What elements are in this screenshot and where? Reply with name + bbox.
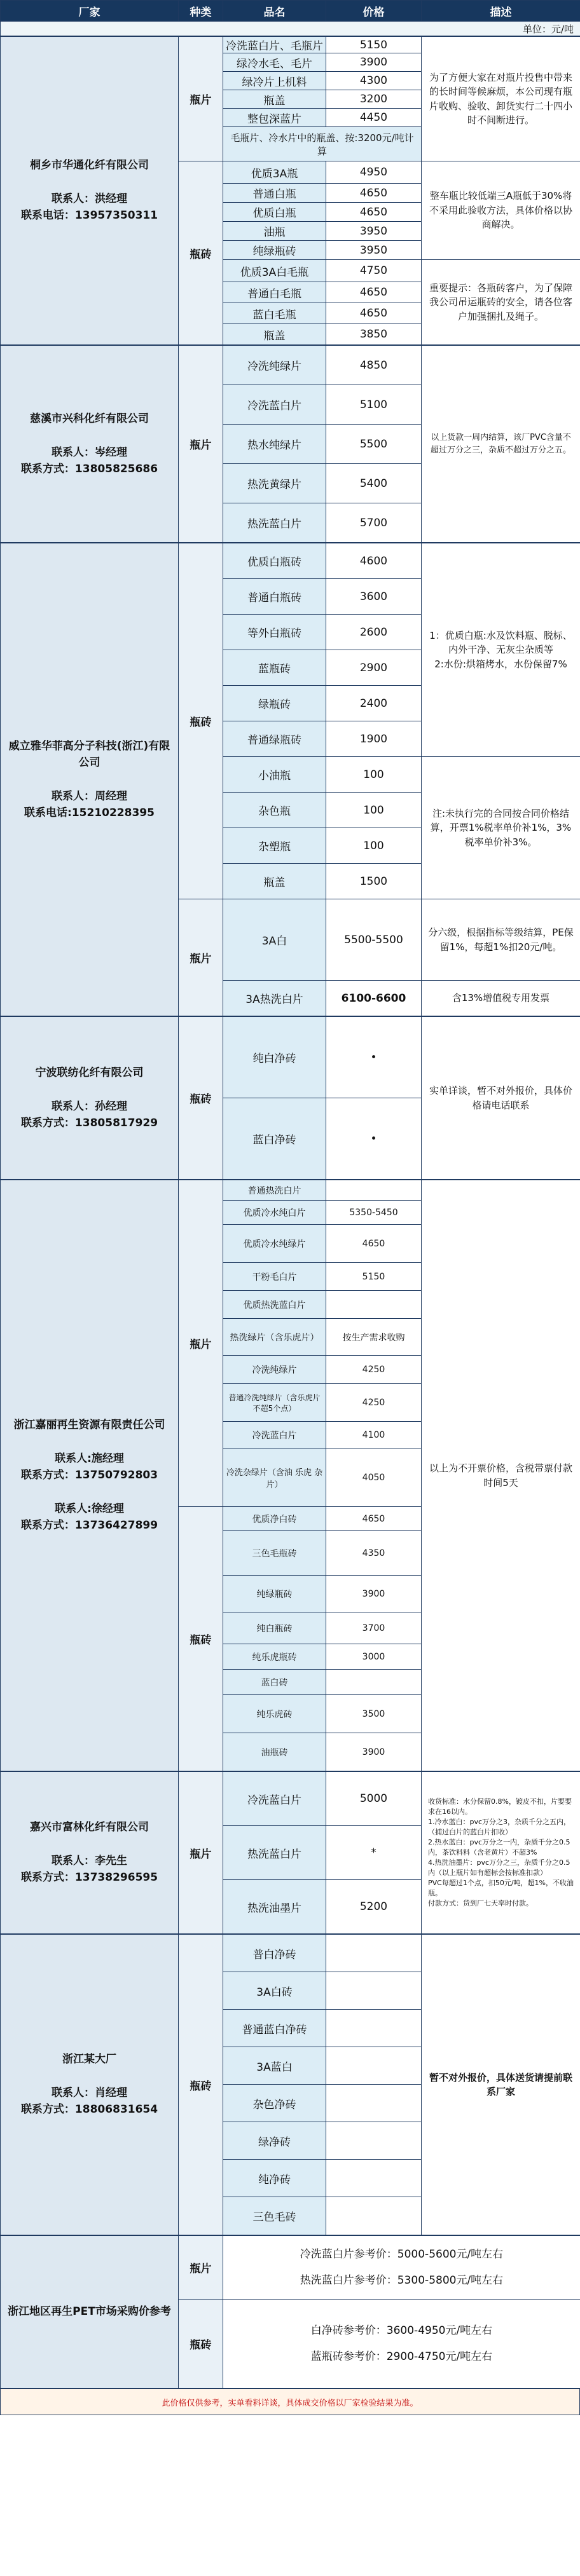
product-price (326, 1935, 422, 1972)
product-name: 热洗蓝白片 (223, 503, 326, 543)
product-name: 普通绿瓶砖 (223, 721, 326, 757)
product-price: 5350-5450 (326, 1201, 422, 1225)
product-price: * (326, 1826, 422, 1880)
product-price (326, 2047, 422, 2085)
kind-cell: 瓶片 (179, 1180, 223, 1507)
product-price: 5000 (326, 1772, 422, 1826)
product-price: 4100 (326, 1422, 422, 1448)
product-name: 油瓶 (223, 222, 326, 241)
product-name: 冷洗纯绿片 (223, 346, 326, 385)
product-price (326, 2010, 422, 2047)
product-name: 普通白瓶砖 (223, 579, 326, 615)
product-price: 4650 (326, 1225, 422, 1263)
description: 收货标准：水分保留0.8%，镀皮不扣，片要要求在16以内。 1.冷水蓝白：pvc万分之3，杂质千分之五内，（捕过白片的蓝白片扣收） 2.热水蓝白：pvc万分之一内，杂质千分之0.5内，茶饮料料（含老黄片）不超3% 4.热洗油墨片：pvc万分之三，杂质千分之0.5内（以上瓶片如有超标会按标准扣款） PVC每超过1个点，扣50元/吨，超1%，不收油瓶。 付款方式：货到厂七天率时付款。 (422, 1772, 580, 1934)
product-name: 纯净砖 (223, 2160, 326, 2197)
company-cell (1, 1180, 179, 1771)
product-price: 3950 (326, 222, 422, 241)
product-price: 5700 (326, 503, 422, 543)
product-name: 整包深蓝片 (223, 109, 326, 127)
col-company: 厂家 (1, 1, 179, 22)
reference-price-line: 冷洗蓝白片参考价：5000-5600元/吨左右 (300, 2247, 504, 2261)
product-price: 5500 (326, 425, 422, 464)
product-price: 4650 (326, 184, 422, 203)
product-price: 4300 (326, 72, 422, 90)
product-name: 普白净砖 (223, 1935, 326, 1972)
description: 为了方便大家在对瓶片投售中带来的长时间等候麻烦，本公司现有瓶片收购、验收、卸货实行二十四小时不间断进行。 (422, 37, 580, 161)
product-name: 纯乐虎瓶砖 (223, 1644, 326, 1670)
col-price: 价格 (326, 1, 422, 22)
table-header (1, 1, 580, 22)
company-name: 浙江地区再生PET市场采购价参考 (8, 2305, 171, 2319)
product-price: 3900 (326, 1576, 422, 1612)
description: 注:未执行完的合同按合同价格结算，开票1%税率单价补1%，3%税率单价补3%。 (422, 757, 580, 899)
product-price: 5100 (326, 385, 422, 425)
kind-cell: 瓶砖 (179, 1935, 223, 2235)
contact-name: 联系人：肖经理 (52, 2087, 127, 2099)
product-name: 冷洗杂绿片（含油 乐虎 杂片） (223, 1448, 326, 1507)
kind-cell: 瓶片 (179, 346, 223, 543)
product-price: 4950 (326, 161, 422, 184)
product-price: 5200 (326, 1880, 422, 1934)
kind-cell: 瓶片 (179, 2236, 223, 2300)
product-name: 干粉毛白片 (223, 1263, 326, 1291)
product-name: 杂塑瓶 (223, 828, 326, 864)
reference-prices (223, 2236, 580, 2300)
footer-table (0, 2389, 580, 2415)
product-price: 3850 (326, 324, 422, 345)
company-cell (1, 1772, 179, 1934)
product-price (326, 1291, 422, 1319)
product-name: 蓝白砖 (223, 1670, 326, 1695)
product-price: 2400 (326, 686, 422, 721)
product-price (326, 1670, 422, 1695)
company-cell (1, 37, 179, 345)
reference-price-line: 白净砖参考价：3600-4950元/吨左右 (310, 2324, 493, 2337)
unit-row (1, 22, 580, 36)
unit-label: 单位：元/吨 (1, 22, 580, 36)
product-name: 蓝瓶砖 (223, 650, 326, 686)
company-cell (1, 2236, 179, 2389)
company-block-lianfang (0, 1016, 580, 1180)
product-price (326, 2160, 422, 2197)
company-cell (1, 543, 179, 1016)
product-price: 4250 (326, 1384, 422, 1422)
company-name: 浙江某大厂 (62, 2053, 116, 2066)
company-name: 威立雅华菲高分子科技(浙江)有限公司 (8, 739, 170, 769)
contact-phone: 联系方式：13805825686 (20, 462, 158, 475)
product-name: 杂色瓶 (223, 793, 326, 828)
product-name: 纯白瓶砖 (223, 1612, 326, 1644)
product-name: 蓝白毛瓶 (223, 303, 326, 324)
company-block-fulin (0, 1771, 580, 1934)
product-price: 3600 (326, 579, 422, 615)
product-price: 3950 (326, 241, 422, 260)
product-name: 杂色净砖 (223, 2085, 326, 2122)
product-price: 4350 (326, 1531, 422, 1576)
product-price (326, 1180, 422, 1201)
product-name: 纯绿瓶砖 (223, 1576, 326, 1612)
contact-name: 联系人：周经理 (52, 789, 127, 803)
product-name: 优质净白砖 (223, 1507, 326, 1531)
product-name: 瓶盖 (223, 90, 326, 109)
company-name: 宁波联纺化纤有限公司 (35, 1066, 144, 1079)
product-price: 1500 (326, 864, 422, 899)
product-price (326, 1972, 422, 2010)
contact-name: 联系人：孙经理 (52, 1100, 127, 1113)
product-name: 冷洗纯绿片 (223, 1356, 326, 1384)
product-price: 3700 (326, 1612, 422, 1644)
product-name: 纯绿瓶砖 (223, 241, 326, 260)
company-cell (1, 1935, 179, 2235)
product-name: 绿净砖 (223, 2122, 326, 2160)
product-name: 瓶盖 (223, 324, 326, 345)
product-price: 4850 (326, 346, 422, 385)
product-name: 绿瓶砖 (223, 686, 326, 721)
kind-cell: 瓶砖 (179, 1017, 223, 1180)
region-reference-block (0, 2235, 580, 2389)
product-name: 等外白瓶砖 (223, 615, 326, 650)
product-name: 冷洗蓝白片 (223, 1772, 326, 1826)
product-price (326, 2085, 422, 2122)
product-name: 优质冷水纯白片 (223, 1201, 326, 1225)
kind-cell: 瓶砖 (179, 1507, 223, 1771)
product-price: 5400 (326, 464, 422, 503)
kind-cell: 瓶片 (179, 899, 223, 1016)
product-price: 1900 (326, 721, 422, 757)
product-price: 3900 (326, 1733, 422, 1771)
contact-phone: 联系电话:15210228395 (24, 807, 155, 820)
col-desc: 描述 (422, 1, 580, 22)
product-name: 蓝白净砖 (223, 1098, 326, 1180)
product-price: 5150 (326, 1263, 422, 1291)
product-price (326, 2122, 422, 2160)
col-name: 品名 (223, 1, 326, 22)
product-price: 100 (326, 757, 422, 793)
product-price: 3200 (326, 90, 422, 109)
product-price: 4050 (326, 1448, 422, 1507)
contact-name: 联系人：李先生 (52, 1855, 127, 1867)
company-block-veolia (0, 543, 580, 1016)
product-name: 普通蓝白净砖 (223, 2010, 326, 2047)
product-name: 热洗黄绿片 (223, 464, 326, 503)
product-name: 热洗绿片（含乐虎片） (223, 1319, 326, 1356)
description: 1：优质白瓶:水及饮料瓶、脱标、内外干净、无灰尘杂质等 2:水份:烘箱烤水，水份保留7% (422, 543, 580, 757)
product-price: 2600 (326, 615, 422, 650)
reference-price-line: 蓝瓶砖参考价：2900-4750元/吨左右 (310, 2350, 493, 2363)
description: 重要提示：各瓶砖客户，为了保障我公司吊运瓶砖的安全，请各位客户加强捆扎及绳子。 (422, 260, 580, 345)
contact-name: 联系人：洪经理 (52, 193, 127, 205)
product-name: 优质白瓶砖 (223, 543, 326, 579)
contact-name: 联系人：岑经理 (52, 446, 127, 459)
product-name: 纯乐虎砖 (223, 1695, 326, 1733)
contact-name: 联系人:徐经理 (55, 1503, 124, 1516)
product-name: 优质白瓶 (223, 203, 326, 222)
description: 以上为不开票价格，含税带票付款时间5天 (422, 1180, 580, 1771)
product-price: 4650 (326, 203, 422, 222)
product-price: 2900 (326, 650, 422, 686)
product-price: 3900 (326, 53, 422, 72)
kind-cell: 瓶片 (179, 1772, 223, 1934)
kind-cell: 瓶片 (179, 37, 223, 161)
company-cell (1, 346, 179, 543)
product-name: 冷洗蓝白片 (223, 385, 326, 425)
contact-phone: 联系方式：13750792803 (20, 1469, 158, 1482)
product-price: 100 (326, 793, 422, 828)
product-price: 4750 (326, 260, 422, 282)
contact-phone: 联系方式：13738296595 (20, 1871, 158, 1884)
company-block-xingke (0, 345, 580, 543)
product-price: 4650 (326, 282, 422, 303)
product-name: 瓶盖 (223, 864, 326, 899)
contact-phone: 联系方式：13736427899 (20, 1519, 158, 1532)
product-price: 4650 (326, 303, 422, 324)
product-price: 5150 (326, 37, 422, 53)
product-name: 普通冷洗纯绿片（含乐虎片不超5个点） (223, 1384, 326, 1422)
product-name: 绿冷片上机料 (223, 72, 326, 90)
product-price: 3000 (326, 1644, 422, 1670)
product-name: 油瓶砖 (223, 1733, 326, 1771)
product-name: 3A白 (223, 899, 326, 981)
company-name: 浙江嘉丽再生资源有限责任公司 (13, 1419, 165, 1432)
kind-cell: 瓶砖 (179, 2300, 223, 2389)
product-name: 三色毛瓶砖 (223, 1531, 326, 1576)
description: 整车瓶比较低端三A瓶低于30%将不采用此验收方法，具体价格以协商解决。 (422, 161, 580, 260)
product-price: 4450 (326, 109, 422, 127)
company-cell (1, 1017, 179, 1180)
product-price: 100 (326, 828, 422, 864)
disclaimer: 此价格仅供参考，实单看料详谈，具体成交价格以厂家检验结果为准。 (1, 2389, 580, 2415)
product-name: 纯白净砖 (223, 1017, 326, 1098)
reference-price-line: 热洗蓝白片参考价：5300-5800元/吨左右 (300, 2273, 504, 2287)
product-name: 普通白毛瓶 (223, 282, 326, 303)
product-name: 3A白砖 (223, 1972, 326, 2010)
description: 含13%增值税专用发票 (422, 981, 580, 1016)
product-name: 热水纯绿片 (223, 425, 326, 464)
product-price: 按生产需求收购 (326, 1319, 422, 1356)
contact-phone: 联系电话：13957350311 (20, 209, 158, 222)
product-price: 6100-6600 (326, 981, 422, 1016)
product-price: 4600 (326, 543, 422, 579)
product-name: 优质3A白毛瓶 (223, 260, 326, 282)
company-name: 桐乡市华通化纤有限公司 (30, 159, 149, 172)
contact-phone: 联系方式：13805817929 (20, 1116, 158, 1129)
product-price (326, 2197, 422, 2235)
product-price: 4250 (326, 1356, 422, 1384)
product-name: 冷洗蓝白片、毛瓶片 (223, 37, 326, 53)
company-block-jiali (0, 1180, 580, 1771)
product-price: 5500-5500 (326, 899, 422, 981)
reference-prices (223, 2300, 580, 2389)
product-price: 3500 (326, 1695, 422, 1733)
description: 以上货款一周内结算，该厂PVC含量不超过万分之三，杂质不超过万分之五。 (422, 346, 580, 543)
product-name: 绿冷水毛、毛片 (223, 53, 326, 72)
kind-cell: 瓶砖 (179, 161, 223, 345)
price-table (0, 0, 580, 36)
company-block-bigfactory (0, 1934, 580, 2235)
contact-phone: 联系方式：18806831654 (20, 2103, 158, 2116)
product-name: 小油瓶 (223, 757, 326, 793)
description: 实单详谈，暂不对外报价，具体价格请电话联系 (422, 1017, 580, 1180)
contact-name: 联系人:施经理 (55, 1452, 124, 1465)
kind-cell: 瓶砖 (179, 543, 223, 899)
company-name: 嘉兴市富林化纤有限公司 (30, 1821, 149, 1834)
col-kind: 种类 (179, 1, 223, 22)
product-name: 冷洗蓝白片 (223, 1422, 326, 1448)
product-price: • (326, 1017, 422, 1098)
product-name: 3A热洗白片 (223, 981, 326, 1016)
product-name: 优质3A瓶 (223, 161, 326, 184)
product-name: 三色毛砖 (223, 2197, 326, 2235)
product-name: 热洗蓝白片 (223, 1826, 326, 1880)
product-name: 毛瓶片、冷水片中的瓶盖、按:3200元/吨计算 (223, 127, 422, 161)
product-price: 4650 (326, 1507, 422, 1531)
description: 暂不对外报价，具体送货请提前联系厂家 (422, 1935, 580, 2235)
company-name: 慈溪市兴科化纤有限公司 (30, 412, 149, 425)
product-price: • (326, 1098, 422, 1180)
product-name: 普通热洗白片 (223, 1180, 326, 1201)
product-name: 3A蓝白 (223, 2047, 326, 2085)
product-name: 优质热洗蓝白片 (223, 1291, 326, 1319)
product-name: 普通白瓶 (223, 184, 326, 203)
description: 分六级，根据指标等级结算，PE保留1%，每超1%扣20元/吨。 (422, 899, 580, 981)
product-name: 热洗油墨片 (223, 1880, 326, 1934)
company-block-huatong (0, 36, 580, 345)
product-name: 优质冷水纯绿片 (223, 1225, 326, 1263)
